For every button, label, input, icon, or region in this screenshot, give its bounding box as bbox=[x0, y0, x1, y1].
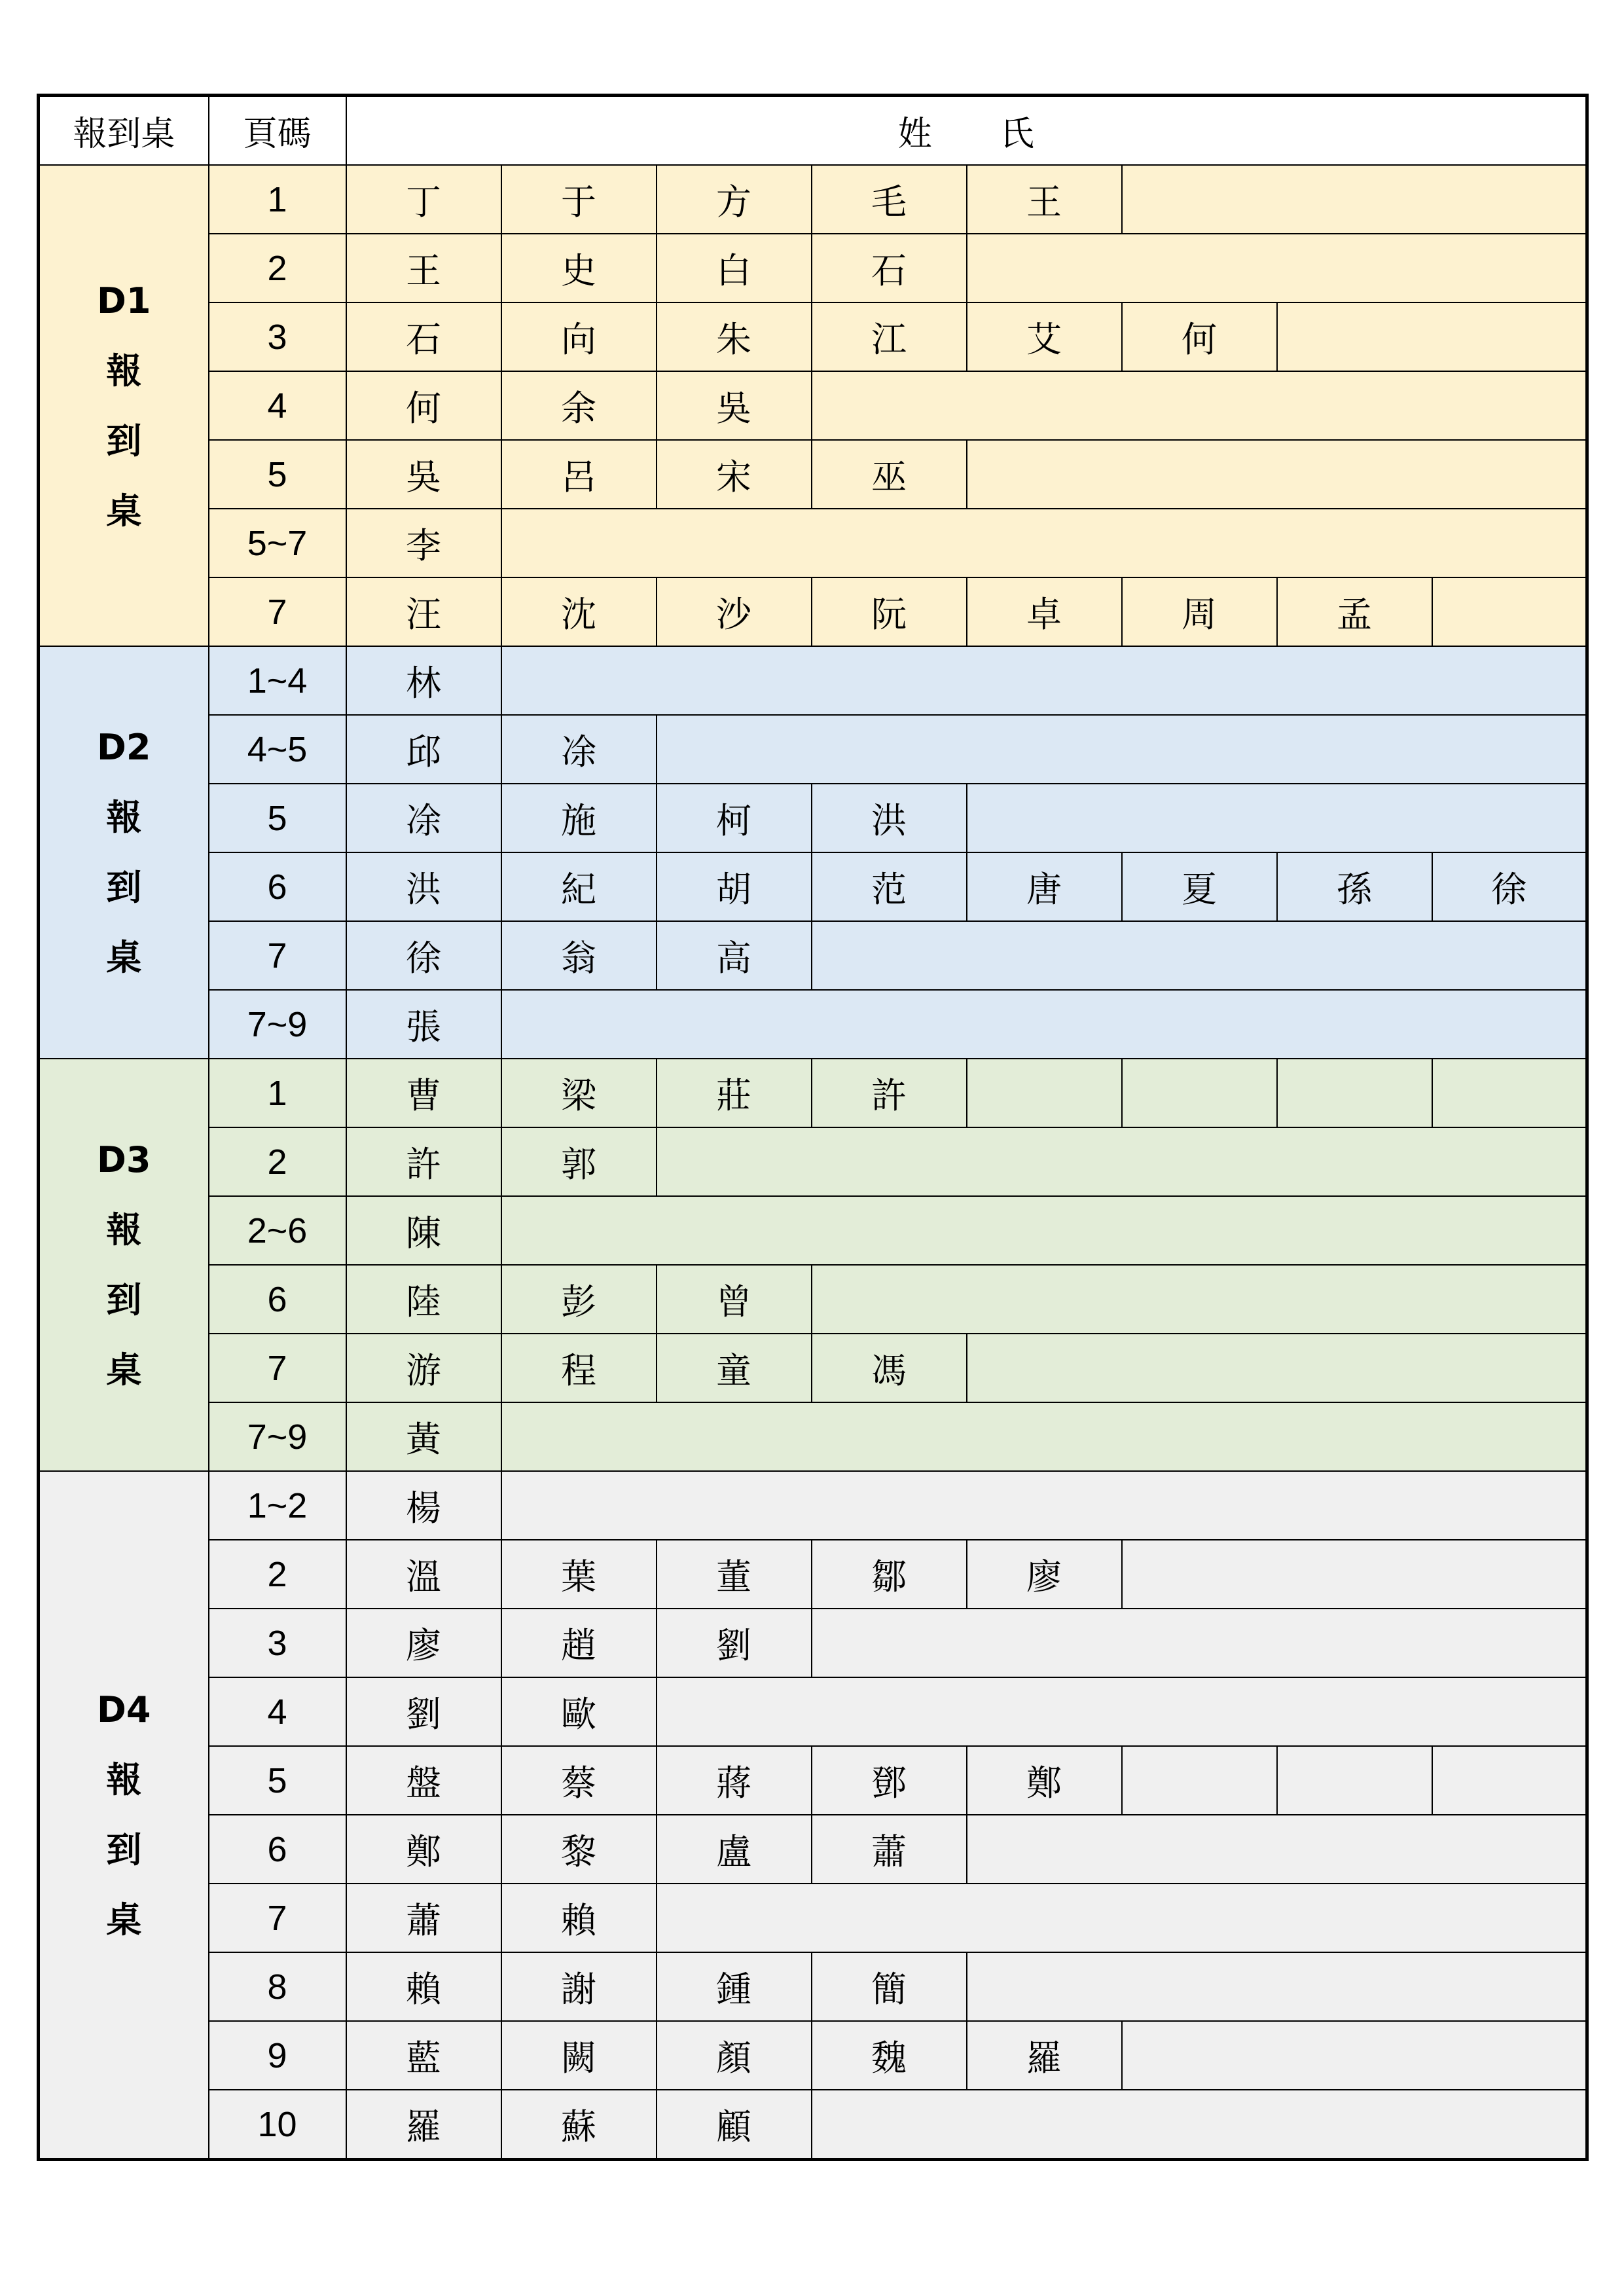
desk-label-line: D2 bbox=[97, 727, 151, 768]
surname-cell: 凃 bbox=[346, 784, 501, 852]
surname-cell: 廖 bbox=[346, 1609, 501, 1677]
surname-cell: 高 bbox=[657, 921, 812, 990]
table-row bbox=[39, 440, 1587, 509]
surname-cell: 石 bbox=[346, 302, 501, 371]
surname-cell: 王 bbox=[346, 234, 501, 302]
desk-label-d4 bbox=[39, 1471, 209, 2160]
page-number: 8 bbox=[209, 1952, 346, 2021]
desk-label-line: 報 bbox=[106, 1209, 142, 1250]
table-row bbox=[39, 1471, 1587, 1540]
surname-cell: 白 bbox=[657, 234, 812, 302]
surname-cell: 黎 bbox=[501, 1815, 657, 1884]
empty-cell bbox=[812, 921, 1587, 990]
header-row bbox=[39, 96, 1587, 166]
empty-cell bbox=[812, 371, 1587, 440]
page-number: 7 bbox=[209, 577, 346, 646]
page-number: 7~9 bbox=[209, 1402, 346, 1471]
table-row bbox=[39, 921, 1587, 990]
surname-cell bbox=[1277, 1746, 1432, 1815]
table-row bbox=[39, 371, 1587, 440]
page-number: 1~4 bbox=[209, 646, 346, 715]
surname-cell: 孫 bbox=[1277, 852, 1432, 921]
empty-cell bbox=[1277, 302, 1587, 371]
desk-label-line: D1 bbox=[97, 280, 151, 321]
surname-cell: 汪 bbox=[346, 577, 501, 646]
empty-cell bbox=[967, 234, 1587, 302]
surname-cell: 馮 bbox=[812, 1334, 967, 1402]
surname-cell: 賴 bbox=[501, 1884, 657, 1952]
surname-cell: 徐 bbox=[1432, 852, 1587, 921]
surname-cell: 簡 bbox=[812, 1952, 967, 2021]
table-row bbox=[39, 1746, 1587, 1815]
surname-cell: 溫 bbox=[346, 1540, 501, 1609]
header-desk: 報到桌 bbox=[39, 96, 209, 166]
table-row bbox=[39, 2090, 1587, 2160]
table-row bbox=[39, 1196, 1587, 1265]
page-number: 2~6 bbox=[209, 1196, 346, 1265]
surname-cell: 蕭 bbox=[346, 1884, 501, 1952]
surname-cell bbox=[1432, 1059, 1587, 1127]
surname-cell: 鄧 bbox=[812, 1746, 967, 1815]
surname-cell: 闕 bbox=[501, 2021, 657, 2090]
table-row bbox=[39, 1127, 1587, 1196]
surname-cell: 史 bbox=[501, 234, 657, 302]
surname-cell: 許 bbox=[346, 1127, 501, 1196]
surname-cell: 廖 bbox=[967, 1540, 1122, 1609]
surname-cell: 于 bbox=[501, 165, 657, 234]
surname-cell: 呂 bbox=[501, 440, 657, 509]
table-body bbox=[39, 96, 1587, 2160]
surname-cell: 王 bbox=[967, 165, 1122, 234]
page-number: 3 bbox=[209, 302, 346, 371]
surname-cell: 莊 bbox=[657, 1059, 812, 1127]
surname-cell: 董 bbox=[657, 1540, 812, 1609]
surname-cell bbox=[1277, 1059, 1432, 1127]
surname-cell: 歐 bbox=[501, 1677, 657, 1746]
surname-cell: 何 bbox=[346, 371, 501, 440]
surname-cell: 郭 bbox=[501, 1127, 657, 1196]
surname-cell: 梁 bbox=[501, 1059, 657, 1127]
table-row bbox=[39, 1952, 1587, 2021]
empty-cell bbox=[501, 1471, 1587, 1540]
surname-cell: 孟 bbox=[1277, 577, 1432, 646]
surname-cell: 蘇 bbox=[501, 2090, 657, 2160]
surname-cell: 劉 bbox=[346, 1677, 501, 1746]
surname-cell bbox=[1122, 1059, 1277, 1127]
page-number: 6 bbox=[209, 1815, 346, 1884]
surname-cell: 顧 bbox=[657, 2090, 812, 2160]
page-number: 5 bbox=[209, 440, 346, 509]
table-row bbox=[39, 165, 1587, 234]
surname-cell: 鄭 bbox=[967, 1746, 1122, 1815]
surname-cell: 施 bbox=[501, 784, 657, 852]
surname-cell: 紀 bbox=[501, 852, 657, 921]
table-row bbox=[39, 852, 1587, 921]
table-row bbox=[39, 1815, 1587, 1884]
desk-label-line: D3 bbox=[97, 1139, 151, 1180]
surname-cell: 凃 bbox=[501, 715, 657, 784]
table-row bbox=[39, 1059, 1587, 1127]
surname-cell: 丁 bbox=[346, 165, 501, 234]
surname-cell: 謝 bbox=[501, 1952, 657, 2021]
empty-cell bbox=[812, 1609, 1587, 1677]
page-number: 10 bbox=[209, 2090, 346, 2160]
page-number: 1~2 bbox=[209, 1471, 346, 1540]
empty-cell bbox=[967, 440, 1587, 509]
empty-cell bbox=[1122, 2021, 1587, 2090]
surname-cell: 魏 bbox=[812, 2021, 967, 2090]
surname-cell: 夏 bbox=[1122, 852, 1277, 921]
surname-cell: 巫 bbox=[812, 440, 967, 509]
surname-cell: 盧 bbox=[657, 1815, 812, 1884]
empty-cell bbox=[501, 509, 1587, 577]
empty-cell bbox=[501, 990, 1587, 1059]
surname-cell: 毛 bbox=[812, 165, 967, 234]
page-number: 7 bbox=[209, 1884, 346, 1952]
surname-cell: 童 bbox=[657, 1334, 812, 1402]
surname-cell: 余 bbox=[501, 371, 657, 440]
page-number: 5 bbox=[209, 784, 346, 852]
surname-cell: 吳 bbox=[657, 371, 812, 440]
page-number: 2 bbox=[209, 1127, 346, 1196]
desk-label-line: 到 bbox=[106, 420, 142, 462]
surname-cell: 鄒 bbox=[812, 1540, 967, 1609]
surname-cell: 邱 bbox=[346, 715, 501, 784]
page-number: 9 bbox=[209, 2021, 346, 2090]
table-row bbox=[39, 302, 1587, 371]
surname-cell: 蔣 bbox=[657, 1746, 812, 1815]
table-row bbox=[39, 1402, 1587, 1471]
surname-cell: 卓 bbox=[967, 577, 1122, 646]
surname-cell: 林 bbox=[346, 646, 501, 715]
surname-cell: 藍 bbox=[346, 2021, 501, 2090]
empty-cell bbox=[1432, 577, 1587, 646]
surname-cell: 范 bbox=[812, 852, 967, 921]
empty-cell bbox=[967, 1952, 1587, 2021]
surname-cell bbox=[967, 1059, 1122, 1127]
surname-cell: 何 bbox=[1122, 302, 1277, 371]
table-row bbox=[39, 990, 1587, 1059]
surname-cell: 陸 bbox=[346, 1265, 501, 1334]
surname-cell: 向 bbox=[501, 302, 657, 371]
surname-cell: 方 bbox=[657, 165, 812, 234]
empty-cell bbox=[657, 1677, 1587, 1746]
surname-cell: 葉 bbox=[501, 1540, 657, 1609]
page-number: 7 bbox=[209, 921, 346, 990]
table-row bbox=[39, 1334, 1587, 1402]
surname-cell: 程 bbox=[501, 1334, 657, 1402]
page-number: 3 bbox=[209, 1609, 346, 1677]
table-row bbox=[39, 1677, 1587, 1746]
header-surname: 姓 氏 bbox=[346, 96, 1587, 166]
surname-cell: 鍾 bbox=[657, 1952, 812, 2021]
table-row bbox=[39, 1609, 1587, 1677]
page-number: 6 bbox=[209, 852, 346, 921]
desk-label-d2 bbox=[39, 646, 209, 1059]
surname-cell: 劉 bbox=[657, 1609, 812, 1677]
surname-cell: 蔡 bbox=[501, 1746, 657, 1815]
surname-cell: 曾 bbox=[657, 1265, 812, 1334]
surname-cell: 阮 bbox=[812, 577, 967, 646]
surname-cell: 楊 bbox=[346, 1471, 501, 1540]
desk-label-line: 報 bbox=[106, 797, 142, 838]
page-number: 4 bbox=[209, 371, 346, 440]
desk-label-d3 bbox=[39, 1059, 209, 1471]
empty-cell bbox=[967, 1334, 1587, 1402]
page-number: 1 bbox=[209, 1059, 346, 1127]
table-row bbox=[39, 234, 1587, 302]
surname-cell: 宋 bbox=[657, 440, 812, 509]
empty-cell bbox=[1122, 165, 1587, 234]
page-number: 2 bbox=[209, 234, 346, 302]
table-row bbox=[39, 715, 1587, 784]
page-number: 4 bbox=[209, 1677, 346, 1746]
surname-cell: 盤 bbox=[346, 1746, 501, 1815]
surname-cell: 翁 bbox=[501, 921, 657, 990]
desk-label-line: 報 bbox=[106, 350, 142, 392]
surname-cell: 蕭 bbox=[812, 1815, 967, 1884]
empty-cell bbox=[501, 1402, 1587, 1471]
empty-cell bbox=[501, 646, 1587, 715]
desk-label-line: 桌 bbox=[106, 490, 142, 532]
table-row bbox=[39, 646, 1587, 715]
empty-cell bbox=[501, 1196, 1587, 1265]
page-number: 6 bbox=[209, 1265, 346, 1334]
surname-cell: 柯 bbox=[657, 784, 812, 852]
page-number: 7 bbox=[209, 1334, 346, 1402]
surname-cell bbox=[1432, 1746, 1587, 1815]
desk-label-line: D4 bbox=[97, 1689, 151, 1730]
desk-label-line: 到 bbox=[106, 1829, 142, 1870]
surname-cell: 游 bbox=[346, 1334, 501, 1402]
surname-cell: 江 bbox=[812, 302, 967, 371]
desk-label-line: 桌 bbox=[106, 1349, 142, 1391]
surname-cell: 趙 bbox=[501, 1609, 657, 1677]
surname-cell: 艾 bbox=[967, 302, 1122, 371]
page-number: 4~5 bbox=[209, 715, 346, 784]
empty-cell bbox=[1122, 1540, 1587, 1609]
surname-cell: 顏 bbox=[657, 2021, 812, 2090]
table-row bbox=[39, 784, 1587, 852]
page-number: 7~9 bbox=[209, 990, 346, 1059]
surname-cell: 賴 bbox=[346, 1952, 501, 2021]
surname-cell: 陳 bbox=[346, 1196, 501, 1265]
surname-cell: 張 bbox=[346, 990, 501, 1059]
surname-cell: 胡 bbox=[657, 852, 812, 921]
desk-label-line: 到 bbox=[106, 1279, 142, 1321]
table-row bbox=[39, 1265, 1587, 1334]
surname-cell: 洪 bbox=[812, 784, 967, 852]
empty-cell bbox=[967, 1815, 1587, 1884]
surname-cell: 鄭 bbox=[346, 1815, 501, 1884]
empty-cell bbox=[657, 1127, 1587, 1196]
surname-cell: 石 bbox=[812, 234, 967, 302]
desk-label-line: 桌 bbox=[106, 1899, 142, 1941]
table-row bbox=[39, 509, 1587, 577]
empty-cell bbox=[812, 1265, 1587, 1334]
table-row bbox=[39, 1884, 1587, 1952]
page-number: 5~7 bbox=[209, 509, 346, 577]
table-row bbox=[39, 577, 1587, 646]
table-row bbox=[39, 2021, 1587, 2090]
surname-cell: 沈 bbox=[501, 577, 657, 646]
page-number: 1 bbox=[209, 165, 346, 234]
surname-cell: 許 bbox=[812, 1059, 967, 1127]
surname-cell: 吳 bbox=[346, 440, 501, 509]
header-page: 頁碼 bbox=[209, 96, 346, 166]
empty-cell bbox=[967, 784, 1587, 852]
page-number: 5 bbox=[209, 1746, 346, 1815]
surname-cell: 李 bbox=[346, 509, 501, 577]
surname-cell: 唐 bbox=[967, 852, 1122, 921]
surname-cell: 曹 bbox=[346, 1059, 501, 1127]
desk-label-d1 bbox=[39, 165, 209, 646]
desk-label-line: 報 bbox=[106, 1759, 142, 1800]
surname-cell: 羅 bbox=[967, 2021, 1122, 2090]
desk-label-line: 到 bbox=[106, 867, 142, 908]
surname-cell bbox=[1122, 1746, 1277, 1815]
empty-cell bbox=[657, 1884, 1587, 1952]
surname-cell: 徐 bbox=[346, 921, 501, 990]
empty-cell bbox=[657, 715, 1587, 784]
surname-cell: 彭 bbox=[501, 1265, 657, 1334]
surname-cell: 周 bbox=[1122, 577, 1277, 646]
surname-cell: 沙 bbox=[657, 577, 812, 646]
registration-desk-table bbox=[37, 94, 1589, 2161]
surname-cell: 朱 bbox=[657, 302, 812, 371]
surname-cell: 洪 bbox=[346, 852, 501, 921]
empty-cell bbox=[812, 2090, 1587, 2160]
surname-cell: 黃 bbox=[346, 1402, 501, 1471]
page-number: 2 bbox=[209, 1540, 346, 1609]
desk-label-line: 桌 bbox=[106, 937, 142, 978]
table-row bbox=[39, 1540, 1587, 1609]
surname-cell: 羅 bbox=[346, 2090, 501, 2160]
